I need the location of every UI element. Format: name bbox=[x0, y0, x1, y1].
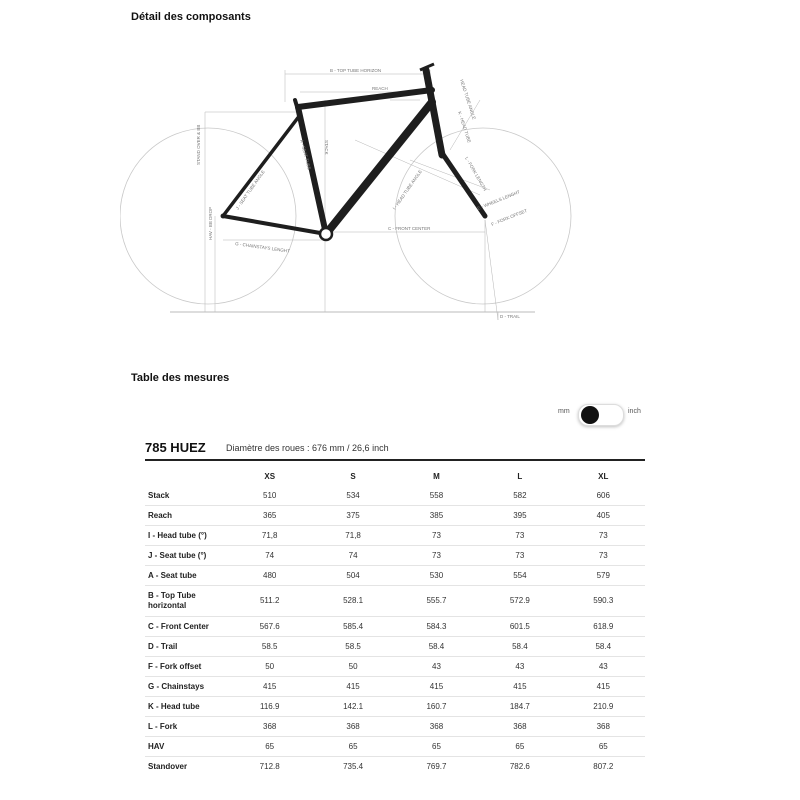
fork-length-label: L - FORK LENGTH bbox=[464, 156, 488, 192]
cell-value: 572.9 bbox=[478, 586, 561, 617]
wheel-diameter: Diamètre des roues : 676 mm / 26,6 inch bbox=[226, 443, 389, 453]
cell-value: 567.6 bbox=[228, 617, 311, 637]
size-column-header: S bbox=[350, 472, 356, 481]
cell-value: 582 bbox=[513, 491, 527, 500]
row-label: Stack bbox=[148, 491, 170, 500]
cell-value: 534 bbox=[346, 491, 360, 500]
seat-tube-label: A - SEAT TUBE bbox=[299, 138, 312, 171]
unit-mm-label: mm bbox=[558, 408, 570, 415]
chainstays-label: G - CHAINSTAYS LENGHT bbox=[234, 241, 291, 254]
cell-value: 58.4 bbox=[395, 637, 478, 657]
model-name: 785 HUEZ bbox=[145, 440, 206, 455]
table-row bbox=[145, 617, 645, 637]
bike-geometry-diagram bbox=[120, 40, 590, 340]
cell-value: 73 bbox=[562, 526, 645, 546]
cell-value: 606 bbox=[596, 491, 610, 500]
cell-value: 528.1 bbox=[311, 586, 394, 617]
size-column-header: XL bbox=[598, 472, 609, 481]
seat-tube-angle-label: J - SEAT TUBE ANGLE bbox=[234, 169, 266, 211]
table-row bbox=[145, 657, 645, 677]
cell-value: 415 bbox=[562, 677, 645, 697]
unit-switch[interactable] bbox=[578, 404, 624, 426]
model-header bbox=[145, 440, 645, 460]
cell-value: 73 bbox=[478, 526, 561, 546]
table-row bbox=[145, 546, 645, 566]
cell-value: 74 bbox=[311, 546, 394, 566]
bottom-bracket bbox=[320, 228, 332, 240]
top-tube-horizon-label: B - TOP TUBE HORIZON bbox=[330, 68, 382, 73]
cell-value: 58.4 bbox=[478, 637, 561, 657]
cell-value: 73 bbox=[395, 526, 478, 546]
row-label: K - Head tube bbox=[145, 697, 228, 717]
cell-value: 368 bbox=[228, 717, 311, 737]
cell-value: 415 bbox=[311, 677, 394, 697]
row-label: D - Trail bbox=[145, 637, 228, 657]
table-row bbox=[145, 717, 645, 737]
cell-value: 395 bbox=[478, 506, 561, 526]
table-row bbox=[145, 486, 645, 506]
table-row bbox=[145, 586, 645, 617]
cell-value: 65 bbox=[311, 737, 394, 757]
row-label: Standover bbox=[145, 757, 228, 777]
header-divider bbox=[145, 459, 645, 461]
cell-value: 415 bbox=[395, 677, 478, 697]
cell-value: 58.4 bbox=[562, 637, 645, 657]
table-row bbox=[145, 637, 645, 657]
reach-label: REACH bbox=[372, 86, 388, 91]
cell-value: 50 bbox=[228, 657, 311, 677]
row-label: HAV bbox=[145, 737, 228, 757]
table-header-row bbox=[145, 467, 645, 486]
row-label: G - Chainstays bbox=[145, 677, 228, 697]
standover-label: STAND OVER & BB bbox=[196, 124, 201, 165]
table-row bbox=[145, 677, 645, 697]
cell-value: 618.9 bbox=[562, 617, 645, 637]
seat-tube bbox=[298, 107, 326, 234]
cell-value: 43 bbox=[395, 657, 478, 677]
cell-value: 368 bbox=[311, 717, 394, 737]
size-column-header: L bbox=[517, 472, 523, 481]
cell-value: 184.7 bbox=[478, 697, 561, 717]
cell-value: 65 bbox=[228, 737, 311, 757]
table-row bbox=[145, 697, 645, 717]
wheelbase-label: E - WHEELS LENGHT bbox=[476, 189, 521, 211]
unit-switch-knob[interactable] bbox=[581, 406, 599, 424]
label-column-header bbox=[145, 467, 228, 486]
cell-value: 65 bbox=[395, 737, 478, 757]
table-row bbox=[145, 526, 645, 546]
fork-offset-label: F - FORK OFFSET bbox=[490, 207, 528, 227]
components-title: Détail des composants bbox=[131, 11, 251, 23]
row-label: Reach bbox=[145, 506, 228, 526]
cell-value: 555.7 bbox=[395, 586, 478, 617]
cell-value: 58.5 bbox=[228, 637, 311, 657]
hav-label: HAV - BB DROP bbox=[208, 206, 213, 240]
cell-value: 530 bbox=[395, 566, 478, 586]
measures-title: Table des mesures bbox=[131, 372, 230, 384]
cell-value: 585.4 bbox=[311, 617, 394, 637]
cell-value: 58.5 bbox=[311, 637, 394, 657]
cell-value: 807.2 bbox=[562, 757, 645, 777]
head-tube-angle-2-label: I - HEAD TUBE ANGLE bbox=[391, 169, 423, 211]
cell-value: 43 bbox=[478, 657, 561, 677]
cell-value: 511.2 bbox=[228, 586, 311, 617]
cell-value: 50 bbox=[311, 657, 394, 677]
cell-value: 116.9 bbox=[228, 697, 311, 717]
cell-value: 65 bbox=[562, 737, 645, 757]
cell-value: 584.3 bbox=[395, 617, 478, 637]
chain-stay bbox=[223, 216, 326, 234]
table-row bbox=[145, 737, 645, 757]
head-tube-label: K - HEAD TUBE bbox=[457, 110, 472, 144]
stack-label: STACK bbox=[324, 140, 329, 155]
table-row bbox=[145, 757, 645, 777]
seat-stay bbox=[223, 115, 300, 216]
row-label bbox=[145, 586, 228, 617]
cell-value: 601.5 bbox=[478, 617, 561, 637]
cell-value: 769.7 bbox=[395, 757, 478, 777]
cell-value: 590.3 bbox=[562, 586, 645, 617]
cell-value: 368 bbox=[395, 717, 478, 737]
cell-value: 554 bbox=[478, 566, 561, 586]
cell-value: 43 bbox=[562, 657, 645, 677]
cell-value: 712.8 bbox=[228, 757, 311, 777]
cell-value: 74 bbox=[228, 546, 311, 566]
size-column-header: XS bbox=[264, 472, 276, 481]
cell-value: 385 bbox=[395, 506, 478, 526]
cell-value: 71,8 bbox=[311, 526, 394, 546]
cell-value: 782.6 bbox=[478, 757, 561, 777]
row-label: L - Fork bbox=[145, 717, 228, 737]
bike-frame bbox=[223, 70, 485, 234]
row-label-line2: horizontal bbox=[148, 601, 187, 610]
row-label: A - Seat tube bbox=[145, 566, 228, 586]
size-column-header: M bbox=[433, 472, 440, 481]
table-row bbox=[145, 506, 645, 526]
measures-table bbox=[145, 467, 645, 776]
head-tube-angle-label: HEAD TUBE ANGLE bbox=[459, 78, 477, 121]
cell-value: 415 bbox=[478, 677, 561, 697]
table-row bbox=[145, 566, 645, 586]
row-label: C - Front Center bbox=[145, 617, 228, 637]
unit-toggle[interactable] bbox=[558, 403, 648, 425]
row-label-line1: B - Top Tube bbox=[148, 591, 196, 600]
top-tube bbox=[298, 90, 432, 107]
cell-value: 504 bbox=[311, 566, 394, 586]
unit-inch-label: inch bbox=[628, 408, 641, 415]
cell-value: 160.7 bbox=[395, 697, 478, 717]
cell-value: 368 bbox=[478, 717, 561, 737]
down-tube bbox=[326, 102, 432, 234]
cell-value: 405 bbox=[562, 506, 645, 526]
row-label: J - Seat tube (°) bbox=[145, 546, 228, 566]
cell-value: 73 bbox=[562, 546, 645, 566]
cell-value: 415 bbox=[228, 677, 311, 697]
cell-value: 365 bbox=[228, 506, 311, 526]
cell-value: 480 bbox=[228, 566, 311, 586]
cell-value: 65 bbox=[478, 737, 561, 757]
cell-value: 579 bbox=[562, 566, 645, 586]
cell-value: 368 bbox=[562, 717, 645, 737]
cell-value: 73 bbox=[395, 546, 478, 566]
row-label: F - Fork offset bbox=[145, 657, 228, 677]
cell-value: 735.4 bbox=[311, 757, 394, 777]
trail-label: D - TRAIL bbox=[500, 314, 520, 319]
cell-value: 71,8 bbox=[228, 526, 311, 546]
front-center-label: C - FRONT CENTER bbox=[388, 226, 431, 231]
cell-value: 375 bbox=[311, 506, 394, 526]
cell-value: 510 bbox=[263, 491, 277, 500]
cell-value: 558 bbox=[429, 491, 444, 500]
row-label: I - Head tube (°) bbox=[145, 526, 228, 546]
cell-value: 210.9 bbox=[562, 697, 645, 717]
cell-value: 142.1 bbox=[311, 697, 394, 717]
cell-value: 73 bbox=[478, 546, 561, 566]
